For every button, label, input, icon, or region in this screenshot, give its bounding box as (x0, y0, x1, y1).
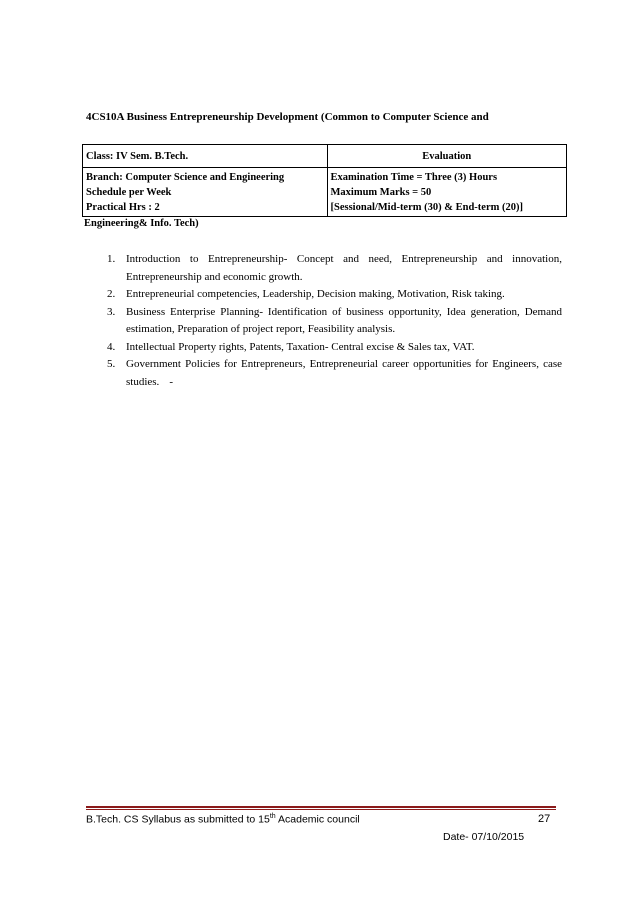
footer-text-after: Academic council (275, 813, 360, 826)
list-item (107, 286, 562, 304)
branch-schedule-cell (83, 168, 328, 217)
evaluation-table (82, 144, 567, 217)
footer-caption (86, 813, 360, 826)
class-cell: Class: IV Sem. B.Tech. (83, 145, 328, 168)
list-item (107, 339, 562, 357)
practical-hours-line: Practical Hrs : 2 (86, 202, 160, 213)
stray-mark: - (169, 375, 173, 388)
list-item (107, 251, 562, 286)
item-number: 5. (107, 358, 116, 370)
exam-details-cell (327, 168, 566, 217)
evaluation-header-cell: Evaluation (327, 145, 566, 168)
item-text: Entrepreneurial competencies, Leadership, Decision making, Motivation, Risk taking. (126, 288, 505, 300)
topic-list (107, 251, 562, 391)
list-item (107, 304, 562, 339)
footer-date: Date- 07/10/2015 (443, 831, 525, 843)
item-text: Government Policies for Entrepreneurs, Entrepreneurial career opportunities for Engineers, case studies. (126, 358, 562, 388)
course-title-continuation: Engineering& Info. Tech) (84, 218, 199, 229)
course-title: 4CS10A Business Entrepreneurship Development (Common to Computer Science and (86, 111, 489, 123)
item-number: 1. (107, 253, 116, 265)
item-text: Business Enterprise Planning- Identification of business opportunity, Idea generation, Demand estimation, Preparation of project report, Feasibility analysis. (126, 305, 562, 335)
table-header-row (83, 145, 567, 168)
item-number: 2. (107, 288, 116, 300)
footer-superscript: th (269, 813, 276, 820)
table-body-row (83, 168, 567, 217)
footer-rule (86, 806, 556, 808)
item-number: 3. (107, 305, 116, 318)
page-number: 27 (538, 813, 551, 825)
marks-split-line: [Sessional/Mid-term (30) & End-term (20)] (330, 202, 523, 213)
list-item (107, 356, 562, 391)
item-text: Intellectual Property rights, Patents, Taxation- Central excise & Sales tax, VAT. (126, 340, 475, 353)
item-number: 4. (107, 340, 116, 353)
branch-line: Branch: Computer Science and Engineering (86, 172, 285, 183)
max-marks-line: Maximum Marks = 50 (330, 187, 432, 198)
footer-rule-thin (86, 809, 556, 810)
exam-time-line: Examination Time = Three (3) Hours (330, 172, 498, 183)
footer-text-before: B.Tech. CS Syllabus as submitted to 15 (86, 813, 270, 826)
schedule-line: Schedule per Week (86, 187, 172, 198)
item-text: Introduction to Entrepreneurship- Concept and need, Entrepreneurship and innovation, Entrepreneurship and economic growth. (126, 253, 562, 283)
